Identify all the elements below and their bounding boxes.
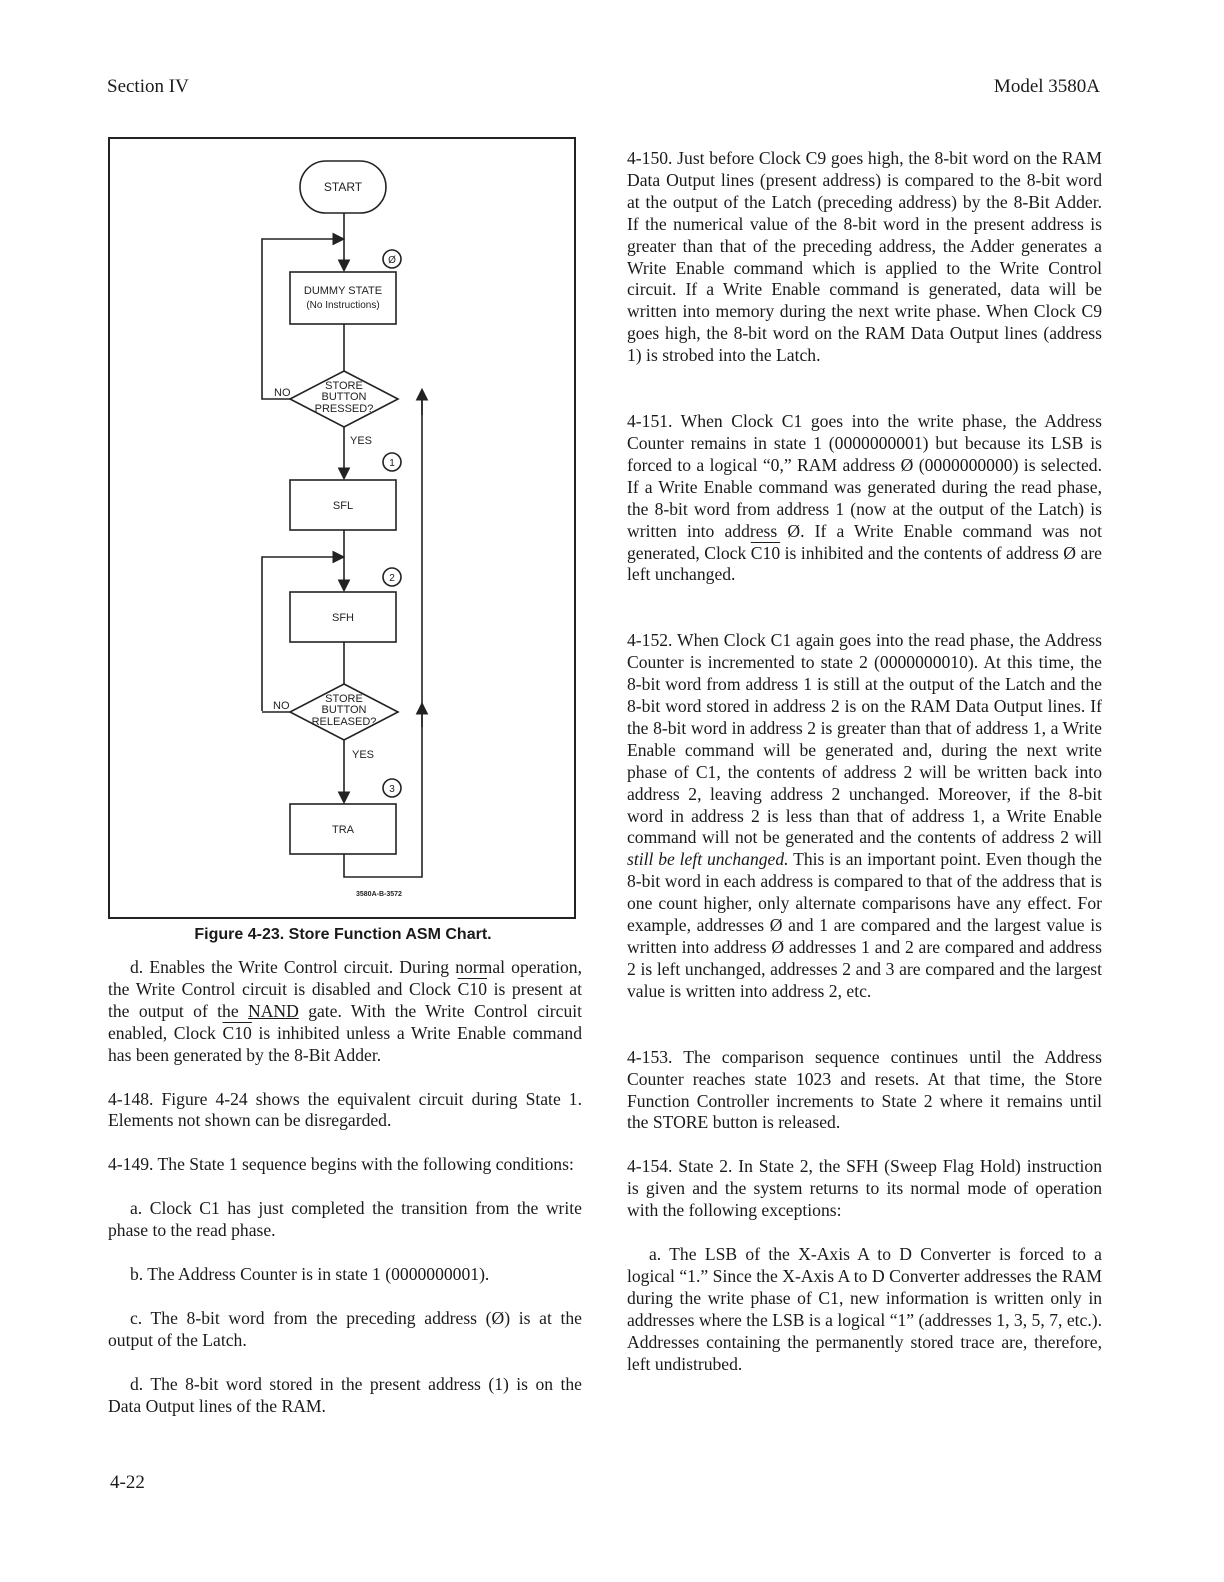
yes-label-2: YES (352, 749, 375, 761)
item-a-lsb: a. The LSB of the X-Axis A to D Converter is forced to a logical “1.” Since the X-Axis A to D Converter addresses the RAM during the write phase of C1, new information is written only in addresses where the LSB is a logical “1” (addresses 1, 3, 5, 7, etc.). Addresses containing the permanently stored trace are, therefore, left undistrubed. (627, 1244, 1102, 1374)
diamond2-line1: STORE (325, 693, 363, 705)
para-4-152: 4-152. When Clock C1 again goes into the read phase, the Address Counter is incremented to state 2 (0000000010). At this time, the 8-bit word from address 1 is still at the output of the Latch and the 8-bit word stored in address 2 is on the RAM Data Output lines. If the 8-bit word in address 2 is greater than that of address 1, a Write Enable command will be generated and, during the next write phase of C1, the contents of address 2 will be written back into address 2, leaving address 2 unchanged. Moreover, if the 8-bit word in address 2 is less than that of address 1, a Write Enable command will not be generated and the contents of address 2 will still be left unchanged. This is an important point. Even though the 8-bit word in each address is compared to that of the address that is one count higher, only alternate comparisons have any effect. For example, addresses Ø and 1 are compared and the largest value is written into address Ø addresses 1 and 2 are compared and address 2 is left unchanged, addresses 2 and 3 are compared and the largest value is written into address 2, etc. (627, 630, 1102, 1001)
dummy-label-2: (No Instructions) (306, 300, 380, 311)
diamond2-line3: RELEASED? (311, 716, 377, 728)
sfl-label: SFL (332, 500, 354, 512)
yes-label-1: YES (350, 435, 373, 447)
para-4-153: 4-153. The comparison sequence continues until the Address Counter reaches state 1023 and resets. At that time, the Store Function Controller increments to State 2 where it remains until the STORE button is released. (627, 1046, 1102, 1133)
figure-code: 3580A-B-3572 (356, 891, 402, 898)
dummy-label-1: DUMMY STATE (303, 285, 383, 297)
state-1-label: 1 (389, 458, 395, 469)
diamond1-line1: STORE (325, 380, 363, 392)
para-4-154: 4-154. State 2. In State 2, the SFH (Sweep Flag Hold) instruction is given and the system returns to its normal mode of operation with the following exceptions: (627, 1156, 1102, 1221)
para-4-151: 4-151. When Clock C1 goes into the write phase, the Address Counter remains in state 1 (0000000001) but because its LSB is forced to a logical “0,” RAM address Ø (0000000000) is selected. If a Write Enable command was generated during the read phase, the 8-bit word from address 1 (now at the output of the Latch) is written into address Ø. If a Write Enable command was not generated, Clock C10 is inhibited and the contents of address Ø are left unchanged. (627, 411, 1102, 585)
item-b: b. The Address Counter is in state 1 (0000000001). (130, 1264, 490, 1285)
figure-4-23-box (108, 137, 576, 919)
para-4-148: 4-148. Figure 4-24 shows the equivalent circuit during State 1. Elements not shown can be disregarded. (108, 1088, 582, 1131)
state-2-label: 2 (389, 573, 395, 584)
item-a: a. Clock C1 has just completed the transition from the write phase to the read phase. (108, 1198, 582, 1241)
asm-chart (110, 139, 578, 921)
diamond2-line2: BUTTON (321, 704, 367, 716)
no-label-2: NO (273, 700, 290, 712)
right-column (627, 148, 1102, 1376)
figure-caption: Figure 4-23. Store Function ASM Chart. (194, 926, 492, 943)
c10-overline-3: C10 (750, 542, 781, 563)
no-label-1: NO (274, 387, 291, 399)
dummy-state-box (290, 272, 396, 324)
start-label: START (323, 180, 363, 194)
para-4-150: 4-150. Just before Clock C9 goes high, the 8-bit word on the RAM Data Output lines (present address) is compared to the 8-bit word at the output of the Latch (preceding address) by the 8-Bit Adder. If the numerical value of the 8-bit word in the present address is greater than that of the preceding address, the Adder generates a Write Enable command which is applied to the Write Control circuit. If a Write Enable command is generated, data will be written into memory during the next write phase. When Clock C9 goes high, the 8-bit word on the RAM Data Output lines (address 1) is strobed into the Latch. (627, 148, 1102, 366)
left-column (108, 957, 582, 1418)
c10-overline-2: C10 (222, 1022, 252, 1043)
page-number: 4-22 (110, 1472, 145, 1493)
state-0-label: Ø (388, 255, 396, 266)
diamond1-line3: PRESSED? (314, 403, 374, 415)
item-d-enables: d. Enables the Write Control circuit. During normal operation, the Write Control circuit is disabled and Clock C10 is present at the output of the NAND gate. With the Write Control circuit enabled, Clock C10 is inhibited unless a Write Enable command has been generated by the 8-Bit Adder. (108, 957, 583, 1065)
model-label: Model 3580A (993, 76, 1100, 97)
para-4-149: 4-149. The State 1 sequence begins with the following conditions: (108, 1154, 574, 1175)
item-d: d. The 8-bit word stored in the present address (1) is on the Data Output lines of the RAM. (108, 1373, 582, 1416)
sfh-label: SFH (332, 612, 354, 624)
state-3-label: 3 (389, 784, 395, 795)
tra-label: TRA (332, 824, 354, 836)
item-c: c. The 8-bit word from the preceding address (Ø) is at the output of the Latch. (108, 1307, 582, 1350)
nand-underlined: NAND (248, 1000, 299, 1021)
diamond1-line2: BUTTON (321, 391, 367, 403)
section-label: Section IV (107, 76, 189, 97)
c10-overline: C10 (457, 978, 488, 999)
